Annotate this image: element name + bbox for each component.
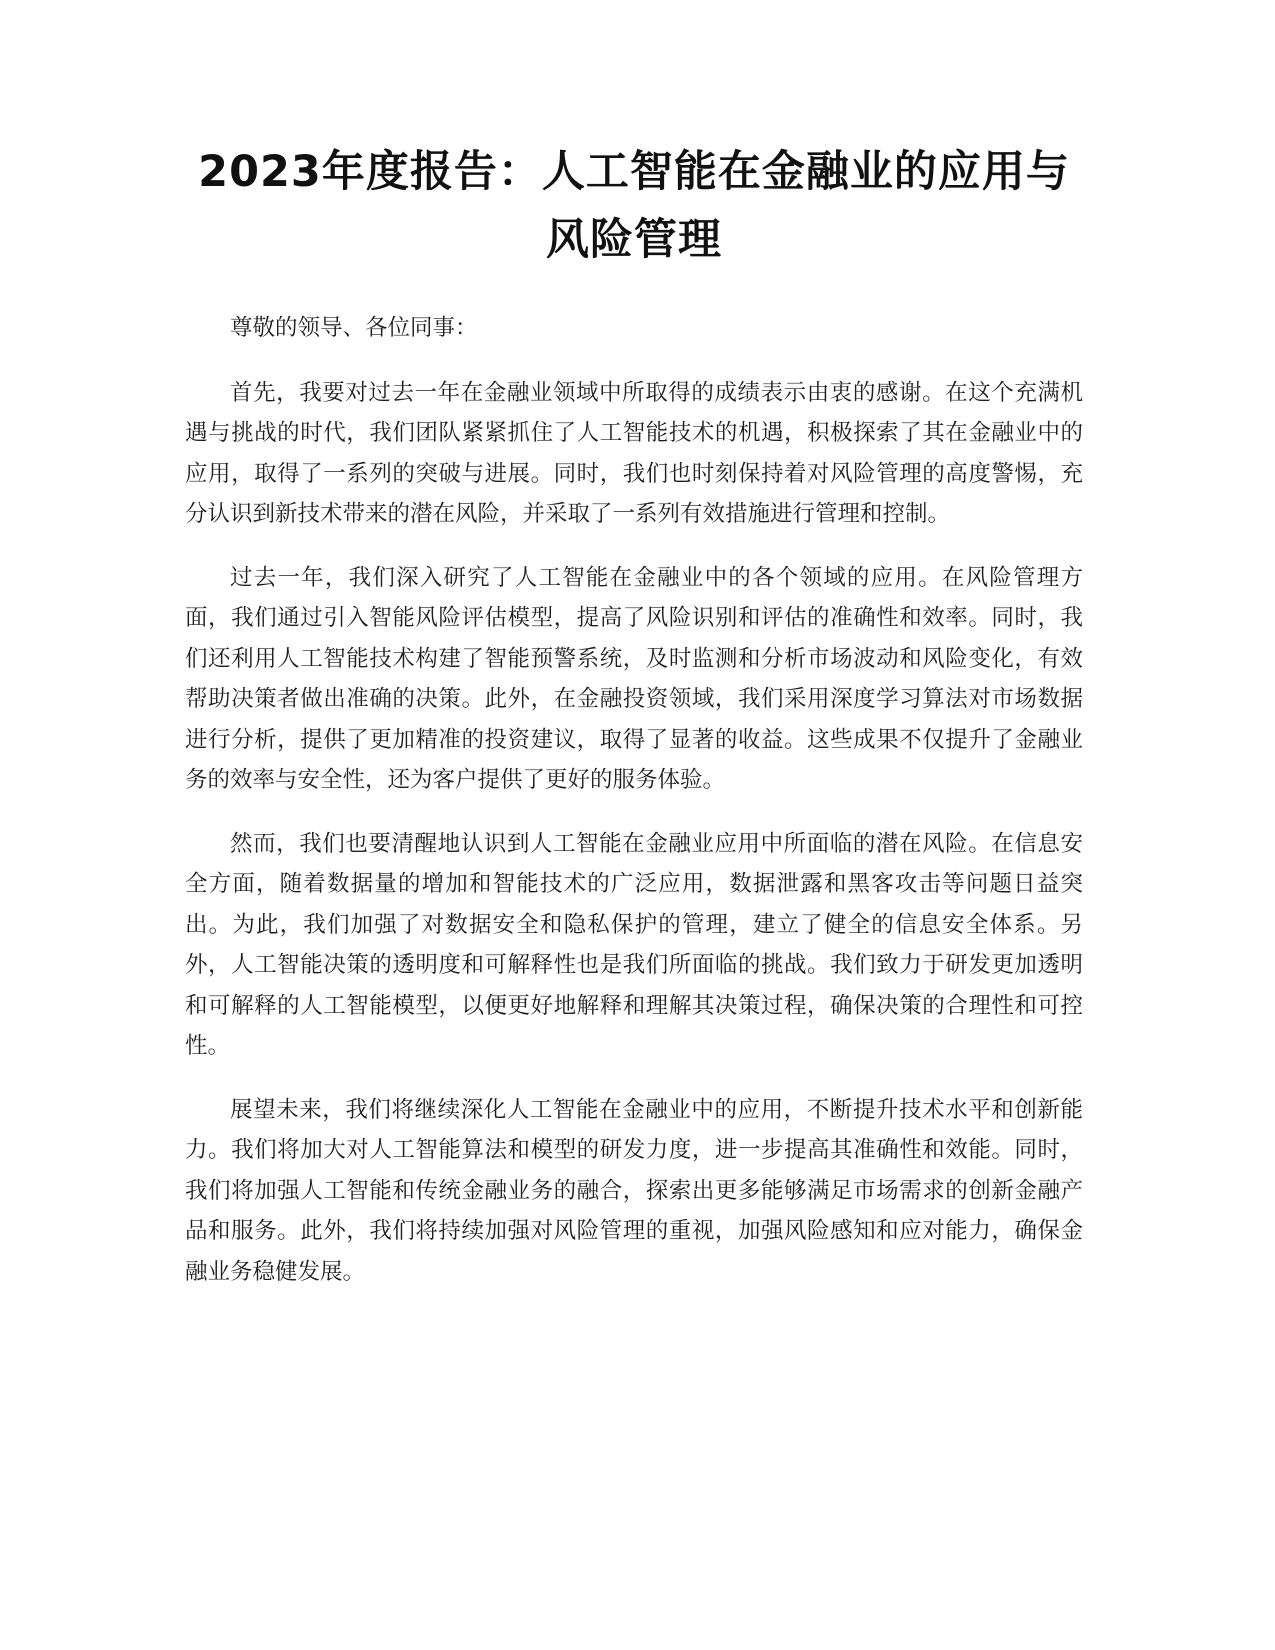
greeting-paragraph: 尊敬的领导、各位同事：: [230, 315, 478, 341]
body-paragraph-2: 过去一年，我们深入研究了人工智能在金融业中的各个领域的应用。在风险管理方面，我们通过引入智能风险评估模型，提高了风险识别和评估的准确性和效率。同时，我们还利用人工智能技术构建了智能预警系统，及时监测和分析市场波动和风险变化，有效帮助决策者做出准确的决策。此外，在金融投资领域，我们采用深度学习算法对市场数据进行分析，提供了更加精准的投资建议，取得了显著的收益。这些成果不仅提升了金融业务的效率与安全性，还为客户提供了更好的服务体验。: [185, 564, 1083, 793]
body-paragraph-3: 然而，我们也要清醒地认识到人工智能在金融业应用中所面临的潜在风险。在信息安全方面，随着数据量的增加和智能技术的广泛应用，数据泄露和黑客攻击等问题日益突出。为此，我们加强了对数据安全和隐私保护的管理，建立了健全的信息安全体系。另外，人工智能决策的透明度和可解释性也是我们所面临的挑战。我们致力于研发更加透明和可解释的人工智能模型，以便更好地解释和理解其决策过程，确保决策的合理性和可控性。: [185, 830, 1083, 1059]
document-body: [185, 308, 1083, 1292]
title-line-2: 风险管理: [546, 215, 722, 265]
body-paragraph-4: 展望未来，我们将继续深化人工智能在金融业中的应用，不断提升技术水平和创新能力。我们将加大对人工智能算法和模型的研发力度，进一步提高其准确性和效能。同时，我们将加强人工智能和传统金融业务的融合，探索出更多能够满足市场需求的创新金融产品和服务。此外，我们将持续加强对风险管理的重视，加强风险感知和应对能力，确保金融业务稳健发展。: [185, 1096, 1083, 1285]
title-line-1: 2023年度报告：人工智能在金融业的应用与: [198, 147, 1070, 197]
document-title: [185, 138, 1083, 274]
body-paragraph-1: 首先，我要对过去一年在金融业领域中所取得的成绩表示由衷的感谢。在这个充满机遇与挑战的时代，我们团队紧紧抓住了人工智能技术的机遇，积极探索了其在金融业中的应用，取得了一系列的突破与进展。同时，我们也时刻保持着对风险管理的高度警惕，充分认识到新技术带来的潜在风险，并采取了一系列有效措施进行管理和控制。: [185, 379, 1083, 527]
